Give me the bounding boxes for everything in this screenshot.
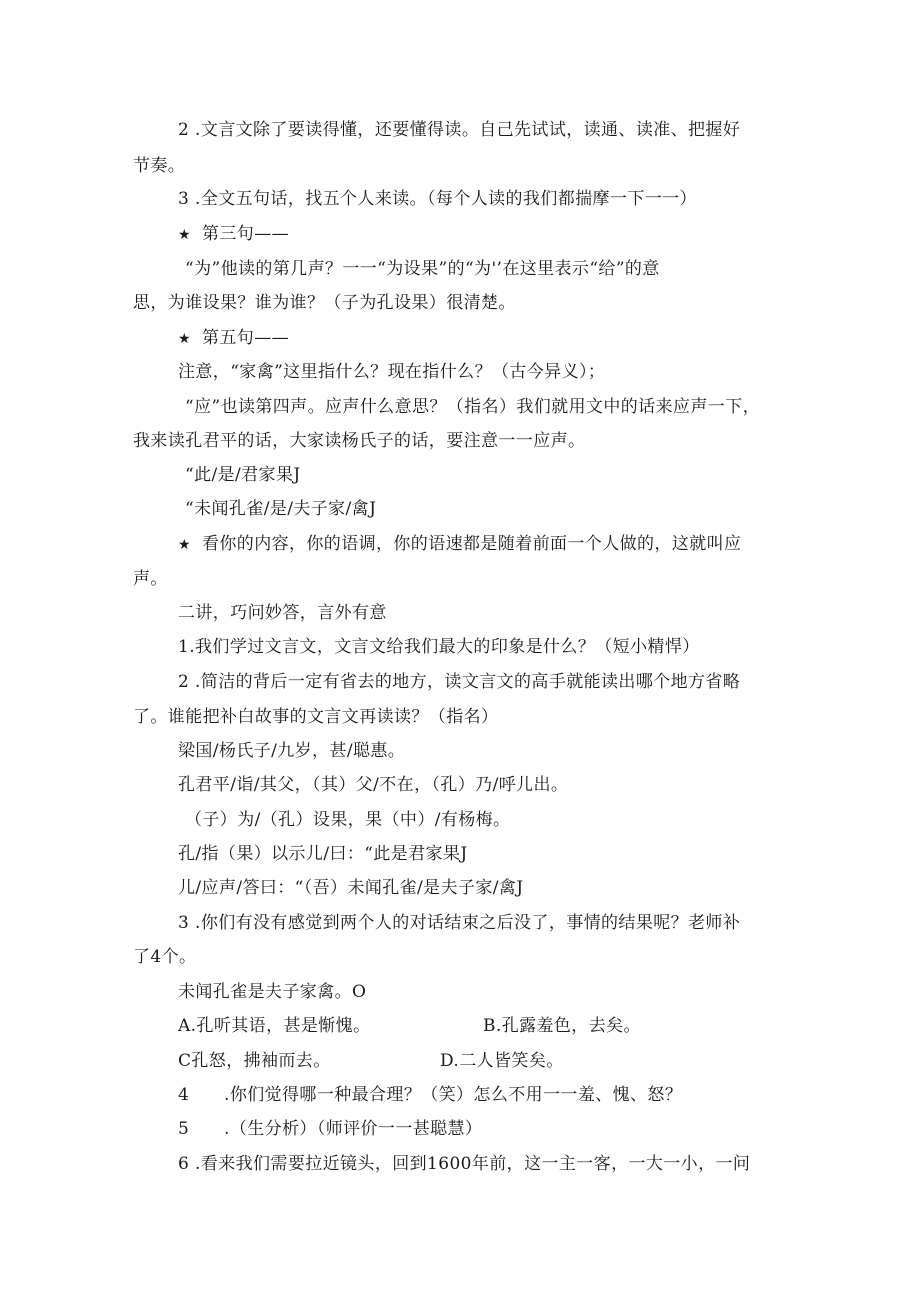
paragraph-line: 2 .简洁的背后一定有省去的地方，读文言文的高手就能读出哪个地方省略 [178,672,741,692]
option-b: B.孔露羞色，去矣。 [483,1016,641,1036]
paragraph-line: 5 .（生分析）（师评价一一甚聪慧） [178,1119,483,1139]
heading-text: 第三句—— [202,224,289,244]
recitation-line: “未闻孔雀/是/夫子家/禽J [185,499,377,519]
paragraph-line: 3 .你们有没有感觉到两个人的对话结束之后没了，事情的结果呢？老师补 [178,913,741,933]
classical-text-line: 孔君平/诣/其父，（其）父/不在，（孔）乃/呼儿出。 [178,775,569,795]
paragraph-line: 声。 [133,569,168,589]
recitation-line: “此/是/君家果J [185,465,301,485]
paragraph-line: 节奏。 [133,156,186,176]
star-icon: ★ [178,227,191,243]
option-d: D.二人皆笑矣。 [440,1051,564,1071]
paragraph-line: “为”他读的第几声？一一“为设果”的“为'’在这里表示“给”的意 [185,259,660,279]
classical-text-line: 孔/指（果）以示儿/曰：“此是君家果J [178,844,468,864]
paragraph-line: 了4个。 [133,947,197,967]
classical-text-line: 梁国/杨氏子/九岁，甚/聪惠。 [178,741,406,761]
section-heading [178,222,289,246]
section-heading [178,326,289,350]
section-title: 二讲，巧问妙答，言外有意 [178,603,387,623]
paragraph-line: 未闻孔雀是夫子家禽。O [178,982,367,1002]
paragraph-line: “应”也读第四声。应声什么意思？（指名）我们就用文中的话来应声一下， [185,397,760,417]
paragraph-line: 4 .你们觉得哪一种最合理？（笑）怎么不用一一羞、愧、怒？ [178,1085,683,1105]
classical-text-line: （子）为/（孔）设果，果（中）/有杨梅。 [185,810,511,830]
paragraph-line: 2 .文言文除了要读得懂，还要懂得读。自己先试试，读通、读准、把握好 [178,120,741,140]
paragraph-line: 了。谁能把补白故事的文言文再读读？（指名） [133,707,499,727]
star-icon: ★ [178,331,191,347]
paragraph-line: 我来读孔君平的话，大家读杨氏子的话，要注意一一应声。 [133,431,586,451]
star-icon: ★ [178,537,191,553]
heading-text: 第五句—— [202,328,289,348]
paragraph-line: 3 .全文五句话，找五个人来读。（每个人读的我们都揣摩一下一一） [178,189,697,209]
paragraph-line: 6 .看来我们需要拉近镜头，回到1600年前，这一主一客，一大一小，一问 [178,1154,751,1174]
option-c: C孔怒，拂袖而去。 [178,1051,331,1071]
paragraph-line: 1.我们学过文言文，文言文给我们最大的印象是什么？（短小精悍） [178,637,700,657]
paragraph-line: 注意，“家禽”这里指什么？现在指什么？（古今异义）； [178,362,606,382]
classical-text-line: 儿/应声/答曰：“（吾）未闻孔雀/是夫子家/禽J [178,878,524,898]
paragraph-text: 看你的内容，你的语调，你的语速都是随着前面一个人做的，这就叫应 [202,534,742,554]
paragraph-line [178,532,741,556]
option-a: A.孔听其语，甚是惭愧。 [178,1016,371,1036]
paragraph-line: 思，为谁设果？谁为谁？（子为孔设果）很清楚。 [133,293,516,313]
